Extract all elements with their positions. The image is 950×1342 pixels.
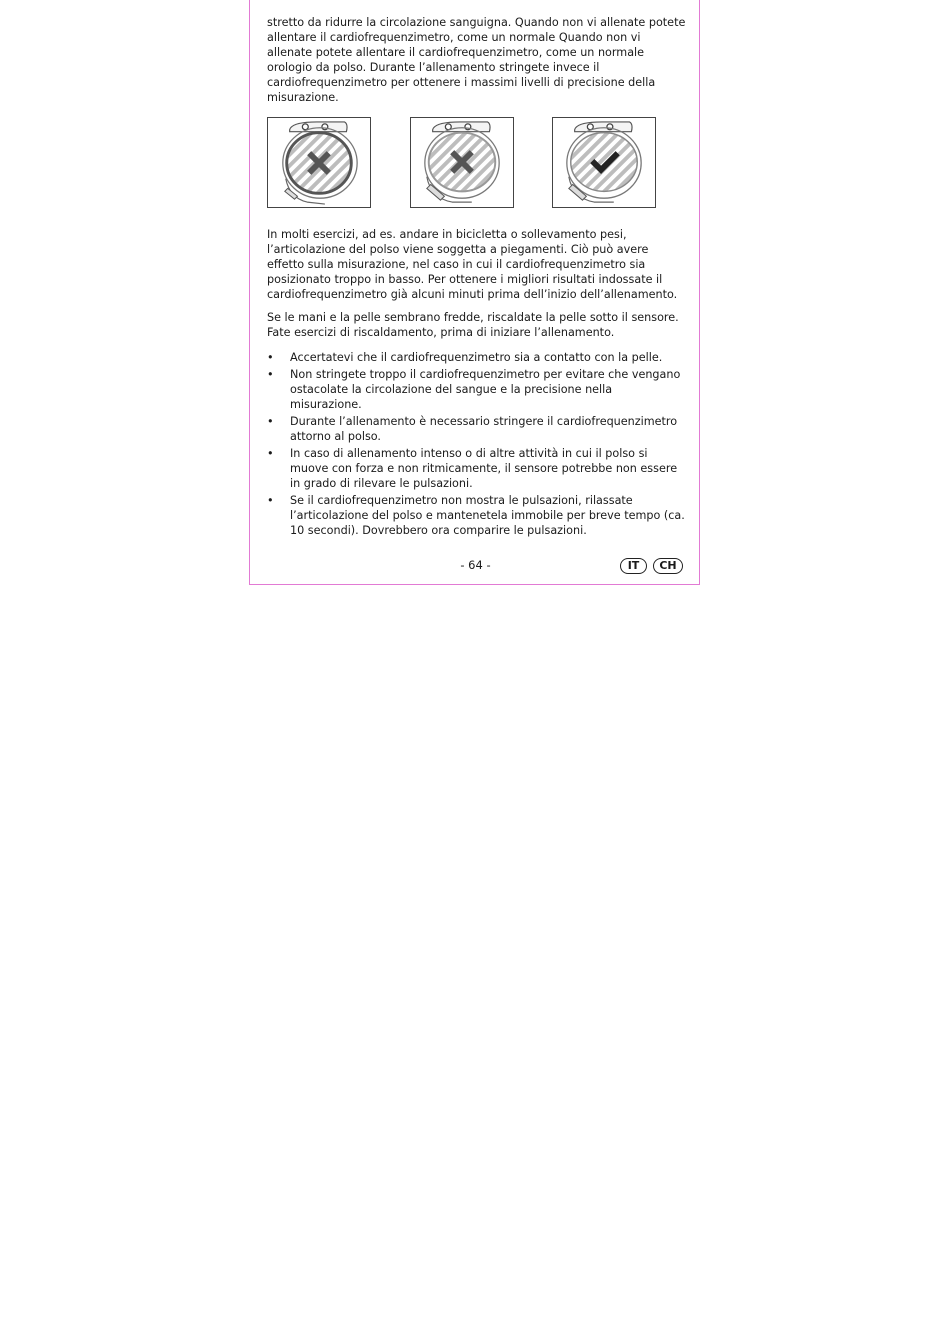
list-item: • In caso di allenamento intenso o di altre attività in cui il polso si muove con forza e non ritmicamente, il sensore potrebbe non essere in grado di rilevare le pulsazioni. [267,447,678,490]
bullet-icon: • [267,494,274,507]
tips-list [267,350,686,538]
list-item: • Non stringete troppo il cardiofrequenzimetro per evitare che vengano ostacolate la circolazione del sangue e la precisione nella misurazione. [267,368,681,411]
page-number: - 64 - [460,558,491,572]
language-badge-ch: CH [653,558,683,574]
manual-page [249,0,700,585]
wrist-figures [267,117,686,209]
bullet-icon: • [267,351,274,364]
wrist-band-illustration [553,118,655,207]
language-badge-it: IT [620,558,647,574]
intro-paragraph: stretto da ridurre la circolazione sanguigna. Quando non vi allenate potete allentare il cardiofrequenzimetro, come un normale Quando non vi allenate potete allentare il cardiofrequenzimetro, come un normale orologio da polso. Durante l’allenamento stringete invece il cardiofrequenzimetro per ottenere i massimi livelli di precisione della misurazione. [267,16,686,104]
bullet-icon: • [267,447,274,460]
figure-wrong-loose [267,117,371,208]
figure-correct [552,117,656,208]
bullet-icon: • [267,368,274,381]
page-content [267,15,686,540]
exercises-paragraph: In molti esercizi, ad es. andare in bicicletta o sollevamento pesi, l’articolazione del polso viene soggetta a piegamenti. Ciò può avere effetto sulla misurazione, nel caso in cui il cardiofrequenzimetro sia posizionato troppo in basso. Per ottenere i migliori risultati indossate il cardiofrequenzimetro già alcuni minuti prima dell’inizio dell’allenamento. [267,228,678,301]
cold-skin-paragraph: Se le mani e la pelle sembrano fredde, riscaldate la pelle sotto il sensore. Fate esercizi di riscaldamento, prima di iniziare l’allenamento. [267,311,679,339]
bullet-icon: • [267,415,274,428]
list-item: • Durante l’allenamento è necessario stringere il cardiofrequenzimetro attorno al polso. [267,415,678,443]
list-item: • Se il cardiofrequenzimetro non mostra le pulsazioni, rilassate l’articolazione del polso e mantenetela immobile per breve tempo (ca. 10 secondi). Dovrebbero ora comparire le pulsazioni. [267,494,685,537]
wrist-band-illustration [411,118,513,207]
wrist-band-illustration [268,118,370,207]
figure-wrong-tight [410,117,514,208]
list-item: • Accertatevi che il cardiofrequenzimetro sia a contatto con la pelle. [267,351,663,364]
